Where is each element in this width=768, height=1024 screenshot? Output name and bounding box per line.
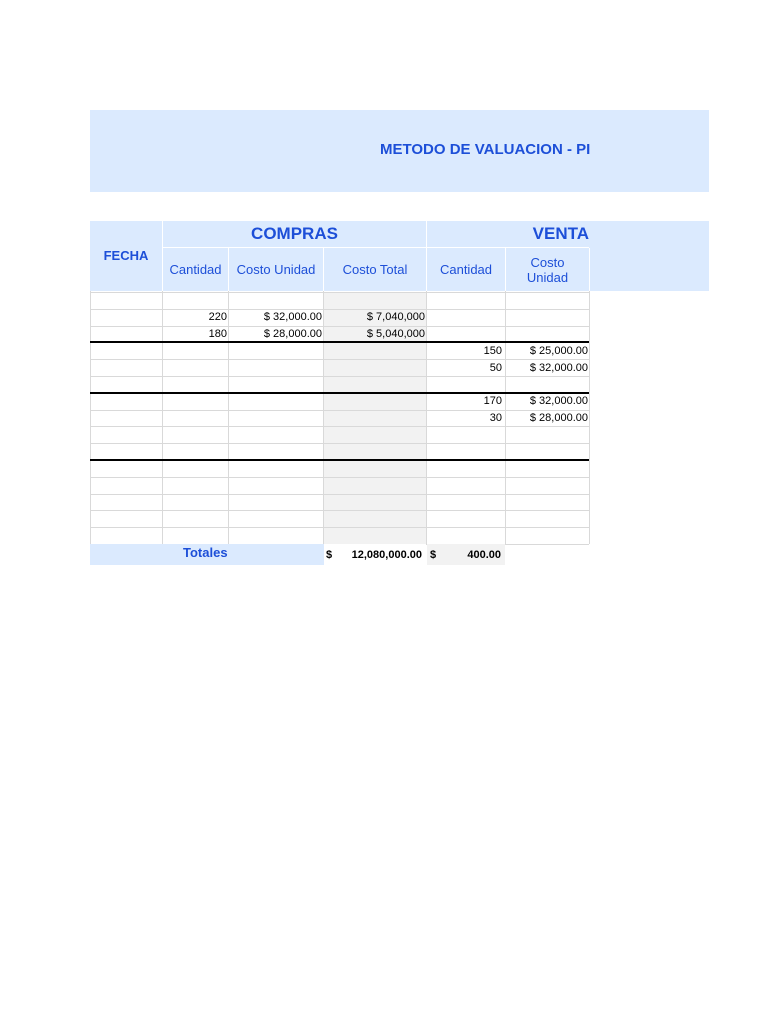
cell-c-cu[interactable] xyxy=(229,360,322,376)
header-fecha: FECHA xyxy=(103,247,149,263)
cell-c-ct[interactable]: $ 7,040,000 xyxy=(366,311,425,324)
cell-v-cant[interactable] xyxy=(427,326,502,342)
cell-c-ct[interactable]: $ 5,040,000 xyxy=(366,328,425,341)
grid-row-line xyxy=(90,527,589,528)
cell-v-cant[interactable] xyxy=(427,377,502,393)
cell-v-cu[interactable]: $ 25,000.00 xyxy=(529,344,588,357)
grid-row-line xyxy=(90,477,589,478)
header-costo-unidad: Costo Unidad xyxy=(236,262,316,277)
cell-c-ct[interactable] xyxy=(324,343,425,359)
grid-col-line xyxy=(589,291,590,544)
totals-currency: $ xyxy=(430,549,437,561)
cell-c-cant[interactable] xyxy=(163,343,227,359)
title-banner xyxy=(90,110,709,192)
section-divider xyxy=(90,459,589,461)
cell-c-cu[interactable]: $ 32,000.00 xyxy=(263,311,322,324)
cell-c-cu[interactable]: $ 28,000.00 xyxy=(263,328,322,341)
totals-label: Totales xyxy=(183,545,228,560)
cell-v-cu[interactable]: $ 32,000.00 xyxy=(529,361,588,374)
cell-c-cant[interactable] xyxy=(163,377,227,393)
cell-c-cant[interactable] xyxy=(163,393,227,409)
cell-v-cu[interactable] xyxy=(506,293,588,309)
header-cantidad: Cantidad xyxy=(169,262,222,277)
header-separator xyxy=(589,248,590,291)
header-ventas-cantidad: Cantidad xyxy=(439,262,493,277)
grid-row-line xyxy=(90,494,589,495)
cell-c-ct[interactable] xyxy=(324,293,425,309)
cell-c-cant[interactable]: 180 xyxy=(208,328,227,341)
cell-v-cu[interactable] xyxy=(506,309,588,325)
totals-costo-total: 12,080,000.00 xyxy=(351,549,422,561)
grid-col-line xyxy=(90,291,91,544)
grid-row-line xyxy=(90,443,589,444)
cell-c-cant[interactable] xyxy=(163,293,227,309)
page-title: METODO DE VALUACION - PI xyxy=(380,141,590,158)
cell-v-cant[interactable] xyxy=(427,293,502,309)
header-costo-total: Costo Total xyxy=(342,262,408,277)
cell-c-ct[interactable] xyxy=(324,360,425,376)
cell-c-cu[interactable] xyxy=(229,410,322,426)
cell-c-cant[interactable]: 220 xyxy=(208,311,227,324)
cell-v-cant[interactable]: 150 xyxy=(483,344,502,357)
cell-v-cant[interactable]: 170 xyxy=(483,395,502,408)
header-ventas: VENTA xyxy=(532,224,589,243)
grid-row-line xyxy=(90,426,589,427)
cell-c-cu[interactable] xyxy=(229,393,322,409)
cell-v-cant[interactable] xyxy=(427,309,502,325)
grid-row-line xyxy=(90,510,589,511)
cell-c-cu[interactable] xyxy=(229,293,322,309)
cell-v-cu[interactable] xyxy=(506,377,588,393)
cell-v-cu[interactable]: $ 28,000.00 xyxy=(529,412,588,425)
cell-c-cant[interactable] xyxy=(163,410,227,426)
cell-c-ct[interactable] xyxy=(324,377,425,393)
totals-currency: $ xyxy=(326,549,333,561)
cell-v-cant[interactable]: 30 xyxy=(489,412,502,425)
cell-c-cant[interactable] xyxy=(163,360,227,376)
cell-c-cu[interactable] xyxy=(229,377,322,393)
cell-c-cu[interactable] xyxy=(229,343,322,359)
totals-ventas-cantidad: 400.00 xyxy=(467,549,501,561)
cell-v-cant[interactable]: 50 xyxy=(489,361,502,374)
header-ventas-costo-unidad: Costo Unidad xyxy=(526,254,569,285)
cell-v-cu[interactable]: $ 32,000.00 xyxy=(529,395,588,408)
cell-c-ct[interactable] xyxy=(324,393,425,409)
valuation-table xyxy=(90,221,709,571)
cell-c-ct[interactable] xyxy=(324,410,425,426)
header-compras: COMPRAS xyxy=(251,224,338,243)
cell-v-cu[interactable] xyxy=(506,326,588,342)
